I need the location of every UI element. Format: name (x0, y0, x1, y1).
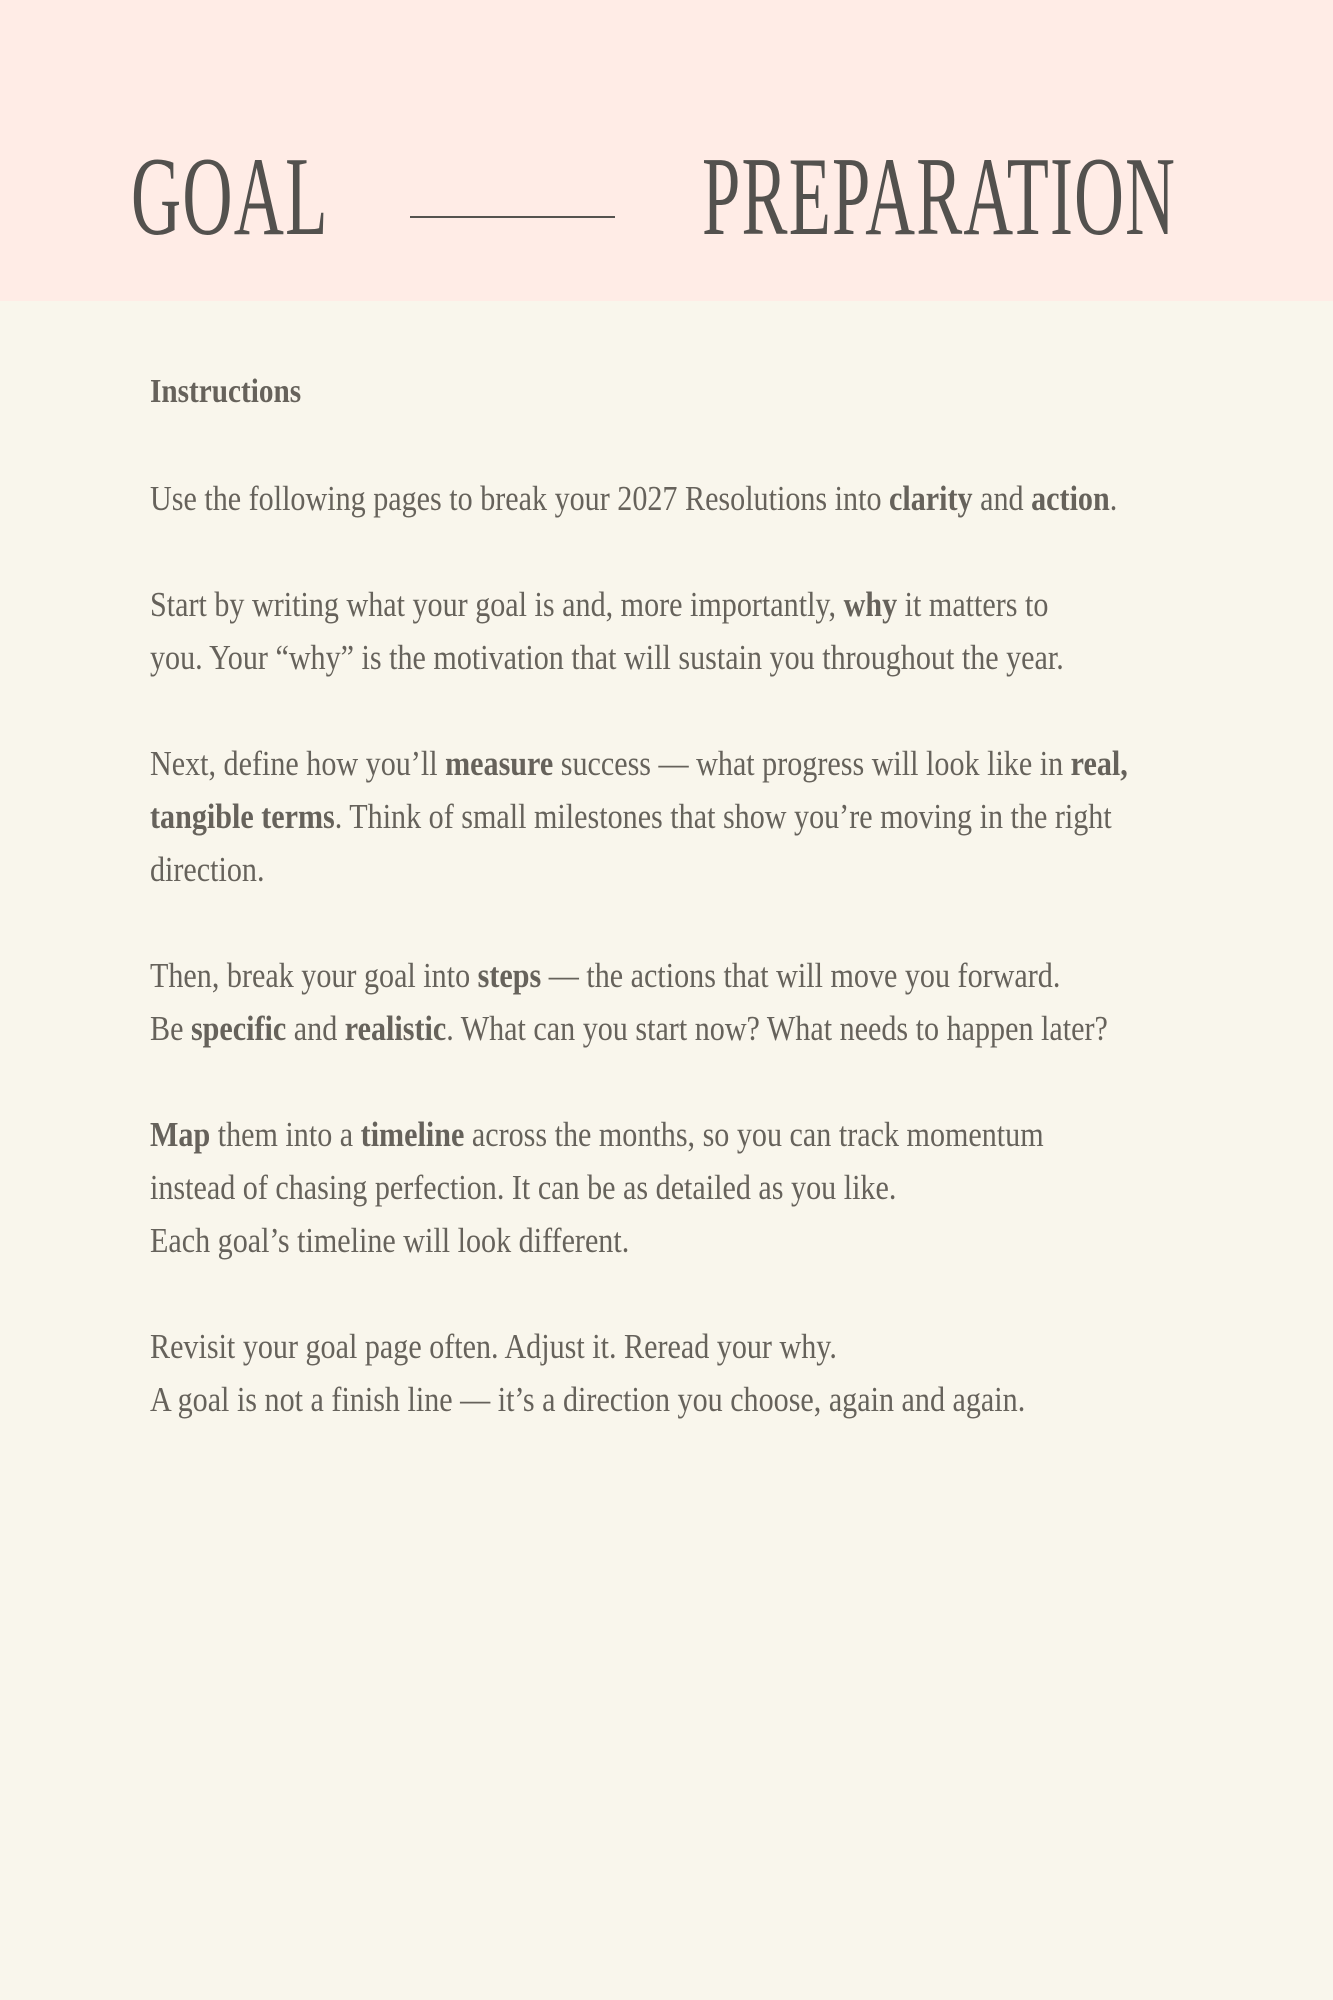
paragraph-line (150, 843, 1079, 896)
instructions-body (150, 472, 1230, 1426)
paragraph-line (150, 1214, 1079, 1267)
body-text: — the actions that will move you forward. (541, 956, 1061, 995)
paragraph-line (150, 1161, 1079, 1214)
body-text: . (1109, 479, 1118, 518)
instructions-heading: Instructions (150, 373, 302, 410)
body-text: Revisit your goal page often. Adjust it. Reread your why. (150, 1327, 837, 1366)
emphasis-text: timeline (360, 1115, 465, 1154)
instruction-paragraph (150, 949, 1230, 1055)
body-text: Each goal’s timeline will look different. (150, 1221, 630, 1260)
emphasis-text: measure (445, 744, 554, 783)
body-text: . Think of small milestones that show you’re moving in the right (334, 797, 1112, 836)
body-text: Be (150, 1009, 191, 1048)
emphasis-text: why (843, 585, 898, 624)
emphasis-text: steps (477, 956, 542, 995)
instructions-section (150, 366, 1230, 1479)
body-text: Start by writing what your goal is and, more importantly, (150, 585, 844, 624)
body-text: you. Your “why” is the motivation that will sustain you throughout the year. (150, 638, 1064, 677)
body-text: A goal is not a finish line — it’s a direction you choose, again and again. (150, 1380, 1026, 1419)
body-text: instead of chasing perfection. It can be as detailed as you like. (150, 1168, 897, 1207)
emphasis-text: Map (150, 1115, 211, 1154)
title-preparation: PREPARATION (702, 135, 1177, 259)
body-text: . What can you start now? What needs to happen later? (446, 1009, 1108, 1048)
title-divider-line (410, 216, 615, 218)
body-text: and (286, 1009, 345, 1048)
body-text: direction. (150, 850, 265, 889)
paragraph-line (150, 1373, 1079, 1426)
title-goal: GOAL (131, 135, 329, 259)
body-text: and (972, 479, 1032, 518)
emphasis-text: realistic (344, 1009, 447, 1048)
instruction-paragraph (150, 1108, 1230, 1267)
paragraph-line (150, 472, 1118, 525)
instruction-paragraph (150, 737, 1230, 896)
paragraph-line (150, 578, 1079, 631)
body-text: it matters to (897, 585, 1049, 624)
paragraph-line (150, 737, 1128, 790)
body-text: across the months, so you can track momentum (464, 1115, 1044, 1154)
body-text: success — what progress will look like in (553, 744, 1071, 783)
paragraph-line (150, 949, 1079, 1002)
instruction-paragraph (150, 472, 1230, 525)
body-text: Then, break your goal into (150, 956, 478, 995)
instruction-paragraph (150, 1320, 1230, 1426)
paragraph-line (150, 1320, 1079, 1373)
emphasis-text: clarity (889, 479, 973, 518)
emphasis-text: specific (190, 1009, 287, 1048)
paragraph-line (150, 790, 1112, 843)
header-band (0, 0, 1333, 301)
body-text: Next, define how you’ll (150, 744, 446, 783)
body-text: Use the following pages to break your 2027 Resolutions into (150, 479, 890, 518)
emphasis-text: tangible terms (150, 797, 335, 836)
paragraph-line (150, 1002, 1108, 1055)
emphasis-text: action (1031, 479, 1110, 518)
paragraph-line (150, 1108, 1079, 1161)
paragraph-line (150, 631, 1079, 684)
emphasis-text: real, (1070, 744, 1128, 783)
body-text: them into a (210, 1115, 361, 1154)
instruction-paragraph (150, 578, 1230, 684)
